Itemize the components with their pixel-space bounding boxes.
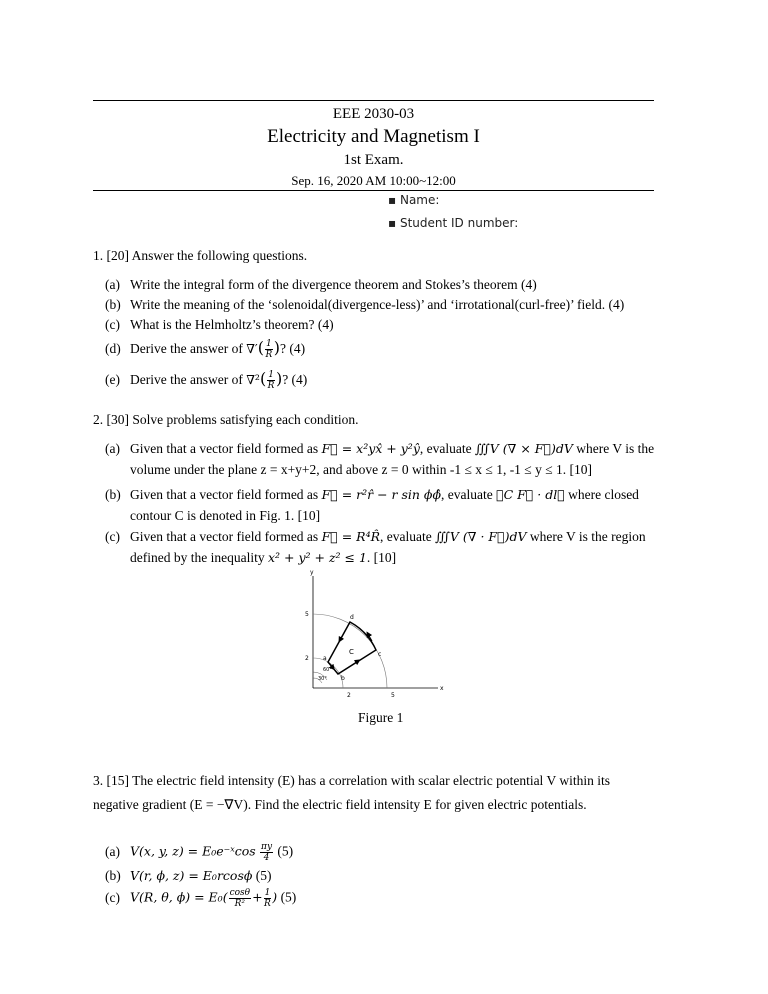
- tick-x-2: 2: [347, 692, 351, 699]
- exam-name: 1st Exam.: [343, 152, 404, 168]
- arrow-da: [340, 622, 350, 640]
- tick-x-5: 5: [391, 692, 395, 699]
- figure-caption: Figure 1: [358, 710, 404, 725]
- q2-b-line2: contour C is denoted in Fig. 1. [10]: [130, 508, 321, 523]
- angle-30-label: 30°: [318, 676, 327, 682]
- student-id-field[interactable]: [388, 216, 518, 230]
- name-label: Name:: [399, 193, 440, 207]
- point-a: a: [323, 655, 327, 662]
- q2-a: (a) Given that a vector field formed as F⃗ = x²yx̂ + y²ŷ, evaluate ∭V (∇ × F⃗)dV where V is the: [105, 441, 655, 456]
- bullet-icon: ▪: [388, 193, 397, 207]
- bullet-icon: ▪: [388, 216, 397, 230]
- q1-c: (c) What is the Helmholtz’s theorem? (4): [105, 317, 334, 332]
- figure-1: [280, 568, 460, 700]
- q3-title-line1: 3. [15] The electric field intensity (E) has a correlation with scalar electric potential V within its: [93, 773, 610, 788]
- point-d: d: [350, 614, 354, 621]
- student-id-label: Student ID number:: [399, 216, 519, 230]
- q2-c-line2: defined by the inequality x² + y² + z² ≤ 1. [10]: [130, 550, 397, 565]
- arrow-bc: [338, 661, 358, 674]
- q2-title: 2. [30] Solve problems satisfying each condition.: [93, 412, 359, 427]
- exam-date: Sep. 16, 2020 AM 10:00~12:00: [291, 173, 456, 188]
- q1-d: (d) Derive the answer of ∇′( $\frac{1}{R}$ )? (4): [105, 338, 306, 361]
- tick-y-2: 2: [305, 655, 309, 662]
- q2-c: (c) Given that a vector field formed as F⃗ = R⁴R̂, evaluate ∭V (∇ · F⃗)dV where V is the region: [105, 529, 646, 544]
- point-c: c: [378, 651, 382, 658]
- q2-a-line2: volume under the plane z = x+y+2, and above z = 0 within -1 ≤ x ≤ 1, -1 ≤ y ≤ 1. [10]: [130, 462, 592, 477]
- q3-c: (c) V(R, θ, ϕ) = E₀( $\frac{\cos\theta}{\text{R²}}$ + $\frac{1}{R}$ ) (5): [105, 888, 297, 909]
- name-field[interactable]: [388, 193, 439, 207]
- q2-b: (b) Given that a vector field formed as F⃗ = r²r̂ − r sin ϕϕ̂, evaluate ∮C F⃗ · dl⃗ where closed: [105, 487, 639, 502]
- q1-a: (a) Write the integral form of the divergence theorem and Stokes’s theorem (4): [105, 277, 537, 292]
- point-b: b: [341, 675, 345, 682]
- tick-y-5: 5: [305, 611, 309, 618]
- angle-60-label: 60°: [323, 667, 332, 673]
- bottom-rule: [93, 190, 654, 191]
- top-rule: [93, 100, 654, 101]
- q1-e: (e) Derive the answer of ∇²( $\frac{1}{R}$ )? (4): [105, 369, 308, 392]
- course-title: Electricity and Magnetism I: [267, 126, 480, 147]
- q3-title-line2: negative gradient (E = −∇V). Find the electric field intensity E for given electric potentials.: [93, 797, 587, 812]
- x-axis-label: x: [440, 685, 444, 692]
- q3-a: (a) V(x, y, z) = E₀e⁻ˣcos $\frac{\pi y}{4}$ (5): [105, 842, 294, 863]
- course-code: EEE 2030-03: [332, 106, 415, 122]
- q1-b: (b) Write the meaning of the ‘solenoidal(divergence-less)’ and ‘irrotational(curl-free)’ field. (4): [105, 297, 625, 312]
- contour-label: C: [349, 648, 354, 656]
- q1-title: 1. [20] Answer the following questions.: [93, 248, 308, 263]
- q3-b: (b) V(r, ϕ, z) = E₀rcosϕ (5): [105, 868, 272, 883]
- y-axis-label: y: [310, 569, 314, 576]
